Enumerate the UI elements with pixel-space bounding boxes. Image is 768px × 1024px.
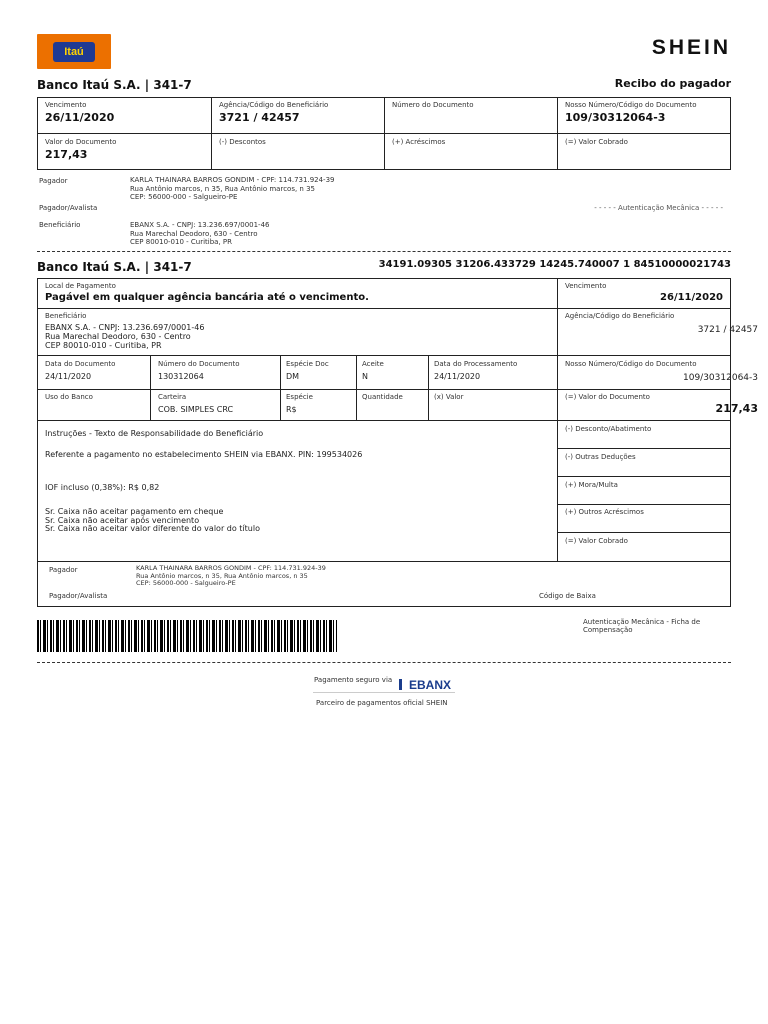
numero-doc-label: Número do Documento: [158, 360, 240, 368]
ebanx-logo: EBANX: [399, 674, 451, 693]
slip-vencimento: 26/11/2020: [660, 292, 723, 303]
parceiro-text: Parceiro de pagamentos oficial SHEIN: [316, 699, 448, 707]
aceite: N: [362, 372, 368, 381]
data-doc-label: Data do Documento: [45, 360, 116, 368]
slip-beneficiario-info: EBANX S.A. - CNPJ: 13.236.697/0001-46 Rua Marechal Deodoro, 630 - Centro CEP 80010-010 - Curitiba, PR: [45, 323, 205, 350]
receipt-bank-title: Banco Itaú S.A. | 341-7: [37, 78, 192, 92]
outros-acrescimos-label: (+) Outros Acréscimos: [565, 508, 644, 516]
slip-avalista-label: Pagador/Avalista: [49, 592, 108, 600]
instrucao-iof: IOF incluso (0,38%): R$ 0,82: [45, 483, 160, 492]
mora-label: (+) Mora/Multa: [565, 481, 618, 489]
receipt-valor-cobrado-label: (=) Valor Cobrado: [565, 138, 628, 146]
receipt-pagador-label: Pagador: [39, 177, 68, 185]
x-valor-label: (x) Valor: [434, 393, 464, 401]
receipt-agencia: 3721 / 42457: [219, 111, 300, 124]
receipt-avalista-label: Pagador/Avalista: [39, 204, 98, 212]
slip-pagador-label: Pagador: [49, 566, 78, 574]
carteira: COB. SIMPLES CRC: [158, 405, 234, 414]
receipt-valor-doc: 217,43: [45, 148, 88, 161]
local-pagamento: Pagável em qualquer agência bancária até o vencimento.: [45, 292, 369, 303]
barcode: [37, 620, 337, 652]
carteira-label: Carteira: [158, 393, 187, 401]
outras-deducoes-label: (-) Outras Deduções: [565, 453, 636, 461]
slip-pagador-info: KARLA THAINARA BARROS GONDIM - CPF: 114.731.924-39 Rua Antônio marcos, n 35, Rua Antônio marcos, n 35 CEP: 56000-000 - Salgueiro-PE: [136, 564, 326, 587]
slip-nosso-numero: 109/30312064-3: [683, 373, 758, 383]
especie-label: Espécie: [286, 393, 313, 401]
codigo-baixa-label: Código de Baixa: [539, 592, 596, 600]
receipt-vencimento: 26/11/2020: [45, 111, 115, 124]
especie-doc-label: Espécie Doc: [286, 360, 329, 368]
slip-valor-doc-label: (=) Valor do Documento: [565, 393, 650, 401]
receipt-autenticacao: - - - - - Autenticação Mecânica - - - - -: [594, 204, 723, 212]
receipt-acrescimos-label: (+) Acréscimos: [392, 138, 446, 146]
instrucao-caixa: Sr. Caixa não aceitar pagamento em cheque Sr. Caixa não aceitar após vencimento Sr. Caixa não aceitar valor diferente do valor do título: [45, 507, 260, 533]
slip-valor-doc: 217,43: [715, 402, 758, 415]
desconto-label: (-) Desconto/Abatimento: [565, 425, 652, 433]
uso-banco-label: Uso do Banco: [45, 393, 93, 401]
pagamento-seguro-text: Pagamento seguro via: [314, 676, 393, 684]
data-doc: 24/11/2020: [45, 372, 92, 381]
receipt-nosso-numero-label: Nosso Número/Código do Documento: [565, 101, 697, 109]
especie-doc: DM: [286, 372, 300, 381]
especie: R$: [286, 405, 297, 414]
receipt-pagador-info: KARLA THAINARA BARROS GONDIM - CPF: 114.731.924-39 Rua Antônio marcos, n 35, Rua Antônio marcos, n 35 CEP: 56000-000 - Salgueiro-PE: [130, 176, 335, 201]
slip-bank-title: Banco Itaú S.A. | 341-7: [37, 260, 192, 274]
footer-divider: [313, 692, 455, 693]
cut-line-bottom: [37, 662, 731, 663]
numero-doc: 130312064: [158, 372, 204, 381]
receipt-nosso-numero: 109/30312064-3: [565, 111, 666, 124]
aceite-label: Aceite: [362, 360, 384, 368]
receipt-valor-doc-label: Valor do Documento: [45, 138, 117, 146]
shein-logo: SHEIN: [651, 36, 731, 59]
linha-digitavel: 34191.09305 31206.433729 14245.740007 1 84510000021743: [378, 259, 731, 270]
receipt-numero-doc-label: Número do Documento: [392, 101, 474, 109]
itau-logo-text: Itaú: [53, 42, 95, 62]
instrucoes-title: Instruções - Texto de Responsabilidade do Beneficiário: [45, 429, 264, 438]
local-label: Local de Pagamento: [45, 282, 116, 290]
slip-vencimento-label: Vencimento: [565, 282, 607, 290]
slip-agencia: 3721 / 42457: [697, 325, 758, 335]
cut-line: [37, 251, 731, 252]
receipt-vencimento-label: Vencimento: [45, 101, 87, 109]
receipt-beneficiario-label: Beneficiário: [39, 221, 81, 229]
valor-cobrado-label: (=) Valor Cobrado: [565, 537, 628, 545]
data-proc-label: Data do Processamento: [434, 360, 518, 368]
instrucao-referencia: Referente a pagamento no estabelecimento SHEIN via EBANX. PIN: 199534026: [45, 450, 363, 459]
data-proc: 24/11/2020: [434, 372, 481, 381]
receipt-agencia-label: Agência/Código do Beneficiário: [219, 101, 329, 109]
quantidade-label: Quantidade: [362, 393, 403, 401]
slip-beneficiario-label: Beneficiário: [45, 312, 87, 320]
itau-logo: [37, 34, 111, 69]
receipt-beneficiario-info: EBANX S.A. - CNPJ: 13.236.697/0001-46 Rua Marechal Deodoro, 630 - Centro CEP 80010-010 - Curitiba, PR: [130, 221, 270, 246]
slip-nosso-numero-label: Nosso Número/Código do Documento: [565, 360, 697, 368]
ebanx-mark-icon: [399, 679, 407, 690]
autenticacao-ficha: Autenticação Mecânica - Ficha de Compensação: [583, 618, 701, 634]
receipt-title: Recibo do pagador: [614, 77, 731, 90]
receipt-descontos-label: (-) Descontos: [219, 138, 266, 146]
slip-agencia-label: Agência/Código do Beneficiário: [565, 312, 675, 320]
